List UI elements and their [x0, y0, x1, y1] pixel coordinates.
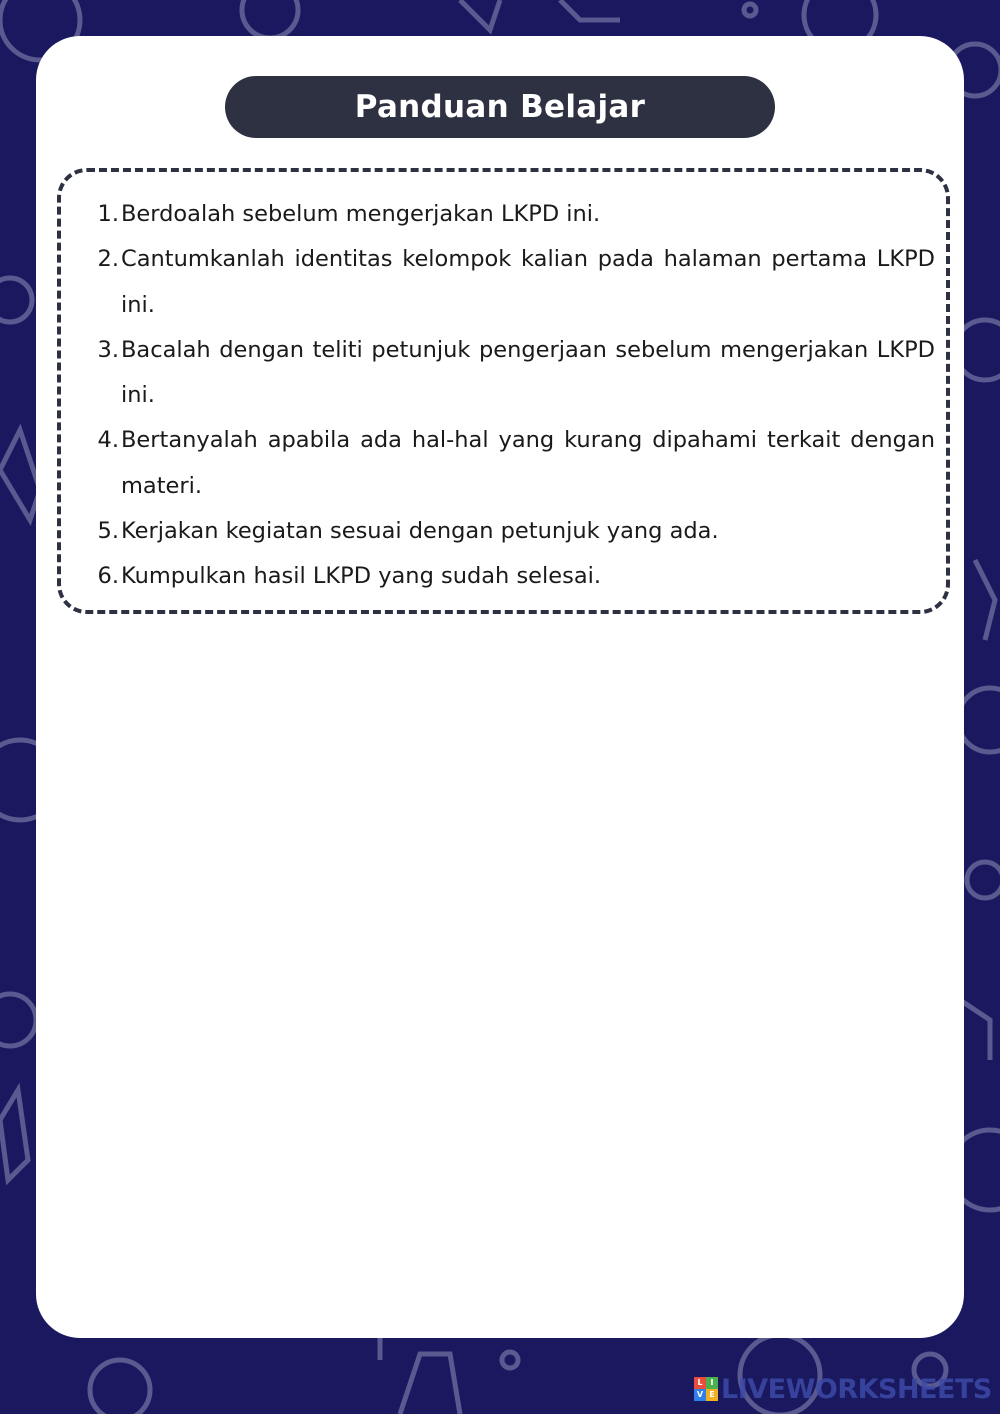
page-title: Panduan Belajar: [225, 76, 775, 138]
item-text: Bacalah dengan teliti petunjuk pengerjaan sebelum mengerjakan LKPD ini.: [121, 336, 935, 409]
item-text: Kumpulkan hasil LKPD yang sudah selesai.: [121, 563, 602, 590]
item-number: 3.: [97, 336, 119, 363]
item-number: 1.: [97, 201, 119, 227]
logo-letter: E: [706, 1389, 718, 1401]
guide-box: [57, 168, 950, 614]
brand-name: LIVEWORKSHEETS: [721, 1373, 992, 1405]
item-number: 2.: [97, 246, 119, 273]
liveworksheets-brand[interactable]: [694, 1373, 992, 1405]
list-item: [95, 192, 935, 237]
list-item: [95, 237, 935, 328]
item-number: 4.: [97, 427, 119, 454]
list-item: [95, 509, 935, 554]
guide-list: [95, 192, 935, 600]
item-number: 6.: [97, 563, 119, 590]
list-item: [95, 554, 935, 599]
logo-letter: L: [694, 1377, 706, 1389]
list-item: [95, 328, 935, 419]
liveworksheets-logo-icon: [694, 1377, 718, 1401]
item-number: 5.: [97, 518, 119, 545]
logo-letter: V: [694, 1389, 706, 1401]
item-text: Cantumkanlah identitas kelompok kalian pada halaman pertama LKPD ini.: [121, 246, 935, 318]
list-item: [95, 418, 935, 509]
item-text: Berdoalah sebelum mengerjakan LKPD ini.: [121, 201, 601, 227]
item-text: Kerjakan kegiatan sesuai dengan petunjuk yang ada.: [121, 518, 719, 545]
item-text: Bertanyalah apabila ada hal-hal yang kurang dipahami terkait dengan materi.: [121, 427, 935, 499]
worksheet-page: [36, 36, 964, 1338]
logo-letter: I: [706, 1377, 718, 1389]
